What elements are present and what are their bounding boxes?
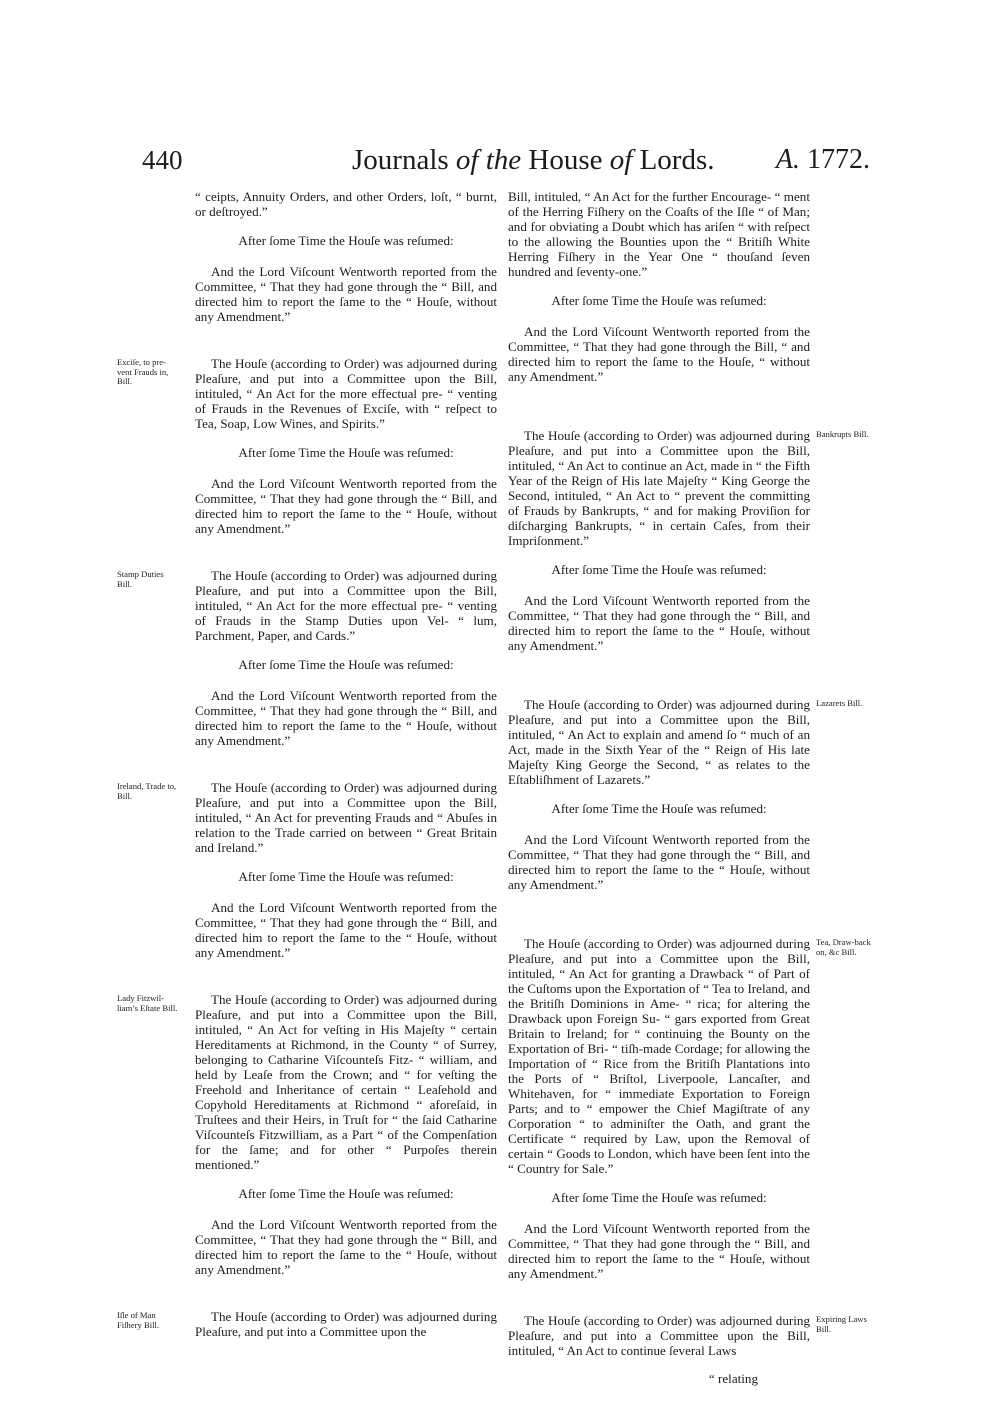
right-column — [508, 189, 871, 1399]
report-paragraph: And the Lord Viſcount Wentworth reported from the Committee, “ That they had gone through the “ Bill, and directed him to report the ſame to the “ Houſe, without any Amendment.” — [195, 264, 497, 324]
title-word-lords: Lords. — [639, 144, 715, 176]
lazarets-bill-entry — [508, 697, 863, 787]
fitzwilliam-estate-entry — [117, 992, 497, 1172]
margin-note-ireland: Ireland, Trade to, Bill. — [117, 781, 177, 801]
spacer — [195, 1291, 497, 1309]
catchword: “ relating — [708, 1371, 758, 1387]
title-word-house: House — [528, 144, 603, 176]
year-value: 1772. — [807, 144, 870, 175]
report-paragraph: And the Lord Viſcount Wentworth reported from the Committee, “ That they had gone through the “ Bill, and directed him to report the ſame to the “ Houſe, without any Amendment.” — [195, 688, 497, 748]
margin-note-lazarets: Lazarets Bill. — [816, 698, 863, 708]
title-word-of-the: of the — [455, 144, 522, 176]
resumed-line: After ſome Time the Houſe was reſumed: — [551, 293, 767, 308]
report-paragraph: And the Lord Viſcount Wentworth reported from the Committee, “ That they had gone through the “ Bill, and directed him to report the ſame to the “ Houſe, without any Amendment.” — [508, 832, 810, 892]
margin-note-isle-of-man: Iſle of Man Fiſhery Bill. — [117, 1310, 160, 1330]
spacer — [195, 338, 497, 356]
paragraph: “ ceipts, Annuity Orders, and other Orders, loſt, “ burnt, or deſtroyed.” — [195, 189, 497, 219]
spacer — [508, 398, 810, 428]
page-header — [140, 140, 870, 180]
margin-note-tea-drawback: Tea, Draw-back on, &c Bill. — [816, 937, 871, 957]
margin-note-stamp: Stamp Duties Bill. — [117, 569, 164, 589]
paragraph-text: The Houſe (according to Order) was adjourned during Pleaſure, and put into a Committee upon the Bill, intituled, “ An Act for the more effectual pre- “ venting of Frauds in the Stamp Duties upon Vel- “ lum, Parchment, Paper, and Cards.” — [195, 568, 497, 643]
paragraph-text: The Houſe (according to Order) was adjourned during Pleaſure, and put into a Committee upon the Bill, intituled, “ An Act for granting a Drawback “ of Part of the Cuſtoms upon the Exportation of “ Tea to Ireland, and the Britiſh Dominions in Ame- “ rica; for altering the Drawback upon Foreign Su- “ gars exported from Great Britain to Ireland; for “ continuing the Bounty on the Exportation of Bri- “ tiſh-made Cordage; for allowing the Importation of “ Rice from the Britiſh Plantations into the Ports of “ Briſtol, Liverpoole, Lancaſter, and Whitehaven, for “ immediate Exportation to Foreign Parts; and to “ empower the Chief Magiſtrate of any Corporation “ to adminiſter the Oath, and grant the Certificate “ required by Law, upon the Removal of certain “ Goods to London, which have been ſent into the “ Country for Sale.” — [508, 936, 810, 1176]
ireland-trade-entry — [117, 780, 497, 855]
margin-note-expiring-laws: Expiring Laws Bill. — [816, 1314, 867, 1334]
spacer — [508, 1295, 810, 1313]
stamp-duties-entry — [117, 568, 497, 643]
spacer — [195, 550, 497, 568]
paragraph: Bill, intituled, “ An Act for the further Encourage- “ ment of the Herring Fiſhery on the Coaſts of the Iſle “ of Man; and for obviating a Doubt which has ariſen “ with reſpect to the allowing the Bounties upon the “ Britiſh White Herring Fiſhery in the Year One “ thouſand ſeven hundred and ſeventy-one.” — [508, 189, 810, 279]
page-number: 440 — [142, 145, 183, 175]
resumed-line: After ſome Time the Houſe was reſumed: — [238, 1186, 454, 1201]
margin-note-excise: Exciſe, to pre-vent Frauds in, Bill. — [117, 357, 169, 386]
paragraph-text: The Houſe (according to Order) was adjourned during Pleaſure, and put into a Committee upon the Bill, intituled, “ An Act for veſting in His Majeſty “ certain Hereditaments at Richmond, in the County “ of Surrey, belonging to Catharine Viſcounteſs Fitz- “ william, and held by Leaſe from the Crown; and “ for veſting the Freehold and Inheritance of certain “ Leaſehold and Copyhold Hereditaments at Richmond “ aforeſaid, in Truſtees and their Heirs, in Truſt for “ the ſaid Catharine Viſcounteſs Fitzwilliam, as a Part “ of the Compenſation for the ſame; and for other “ Purpoſes therein mentioned.” — [195, 992, 497, 1172]
tea-drawback-entry — [508, 936, 871, 1176]
paragraph-text: The Houſe (according to Order) was adjourned during Pleaſure, and put into a Committee upon the Bill, intituled, “ An Act to explain and amend ſo “ much of an Act, made in the Sixth Year of the “ Reign of His late Majeſty King George the Second, “ as relates to the Eſtabliſhment of Lazarets.” — [508, 697, 810, 787]
spacer — [195, 974, 497, 992]
paragraph-text: The Houſe (according to Order) was adjourned during Pleaſure, and put into a Committee upon the Bill, intituled, “ An Act for preventing Frauds and “ Abuſes in relation to the Trade carried on between “ Great Britain and Ireland.” — [195, 780, 497, 855]
paragraph-text: The Houſe (according to Order) was adjourned during Pleaſure, and put into a Committee upon the Bill, intituled, “ An Act for the more effectual pre- “ venting of Frauds in the Revenues of Exciſe, with “ reſpect to Tea, Soap, Low Wines, and Spirits.” — [195, 356, 497, 431]
spacer — [195, 762, 497, 780]
resumed-line: After ſome Time the Houſe was reſumed: — [551, 1190, 767, 1205]
paragraph-text: The Houſe (according to Order) was adjourned during Pleaſure, and put into a Committee upon the — [195, 1309, 497, 1339]
report-paragraph: And the Lord Viſcount Wentworth reported from the Committee, “ That they had gone through the “ Bill, and directed him to report the ſame to the “ Houſe, without any Amendment.” — [195, 1217, 497, 1277]
paragraph-text: The Houſe (according to Order) was adjourned during Pleaſure, and put into a Committee upon the Bill, intituled, “ An Act to continue ſeveral Laws — [508, 1313, 810, 1358]
resumed-line: After ſome Time the Houſe was reſumed: — [551, 801, 767, 816]
excise-bill-entry — [117, 356, 497, 431]
year — [776, 140, 870, 180]
resumed-line: After ſome Time the Houſe was reſumed: — [551, 562, 767, 577]
title-word-journals: Journals — [352, 144, 449, 176]
journal-title — [352, 140, 715, 180]
resumed-line: After ſome Time the Houſe was reſumed: — [238, 233, 454, 248]
resumed-line: After ſome Time the Houſe was reſumed: — [238, 445, 454, 460]
report-paragraph: And the Lord Viſcount Wentworth reported from the Committee, “ That they had gone through the “ Bill, and directed him to report the ſame to the “ Houſe, without any Amendment.” — [195, 476, 497, 536]
expiring-laws-entry — [508, 1313, 867, 1358]
margin-note-bankrupts: Bankrupts Bill. — [816, 429, 869, 439]
title-word-of: of — [609, 144, 633, 176]
report-paragraph: And the Lord Viſcount Wentworth reported from the Committee, “ That they had gone through the Bill, “ and directed him to report the ſame to the Houſe, “ without any Amendment.” — [508, 324, 810, 384]
spacer — [508, 906, 810, 936]
resumed-line: After ſome Time the Houſe was reſumed: — [238, 657, 454, 672]
report-paragraph: And the Lord Viſcount Wentworth reported from the Committee, “ That they had gone through the “ Bill, and directed him to report the ſame to the “ Houſe, without any Amendment.” — [508, 1221, 810, 1281]
margin-note-lady-fitzwilliam: Lady Fitzwil-liam’s Eſtate Bill. — [117, 993, 178, 1013]
spacer — [508, 667, 810, 697]
left-column — [117, 189, 497, 1339]
paragraph-text: The Houſe (according to Order) was adjourned during Pleaſure, and put into a Committee upon the Bill, intituled, “ An Act to continue an Act, made in “ the Fifth Year of the Reign of His late Majeſty “ King George the Second, intituled, “ An Act to “ prevent the committing of Frauds by Bankrupts, “ and for making Proviſion for diſcharging Bankrupts, “ in certain Caſes, from their Impriſonment.” — [508, 428, 810, 548]
report-paragraph: And the Lord Viſcount Wentworth reported from the Committee, “ That they had gone through the “ Bill, and directed him to report the ſame to the “ Houſe, without any Amendment.” — [195, 900, 497, 960]
year-prefix: A. — [775, 144, 800, 175]
resumed-line: After ſome Time the Houſe was reſumed: — [238, 869, 454, 884]
isle-of-man-entry — [117, 1309, 497, 1339]
bankrupts-bill-entry — [508, 428, 869, 548]
report-paragraph: And the Lord Viſcount Wentworth reported from the Committee, “ That they had gone through the “ Bill, and directed him to report the ſame to the “ Houſe, without any Amendment.” — [508, 593, 810, 653]
